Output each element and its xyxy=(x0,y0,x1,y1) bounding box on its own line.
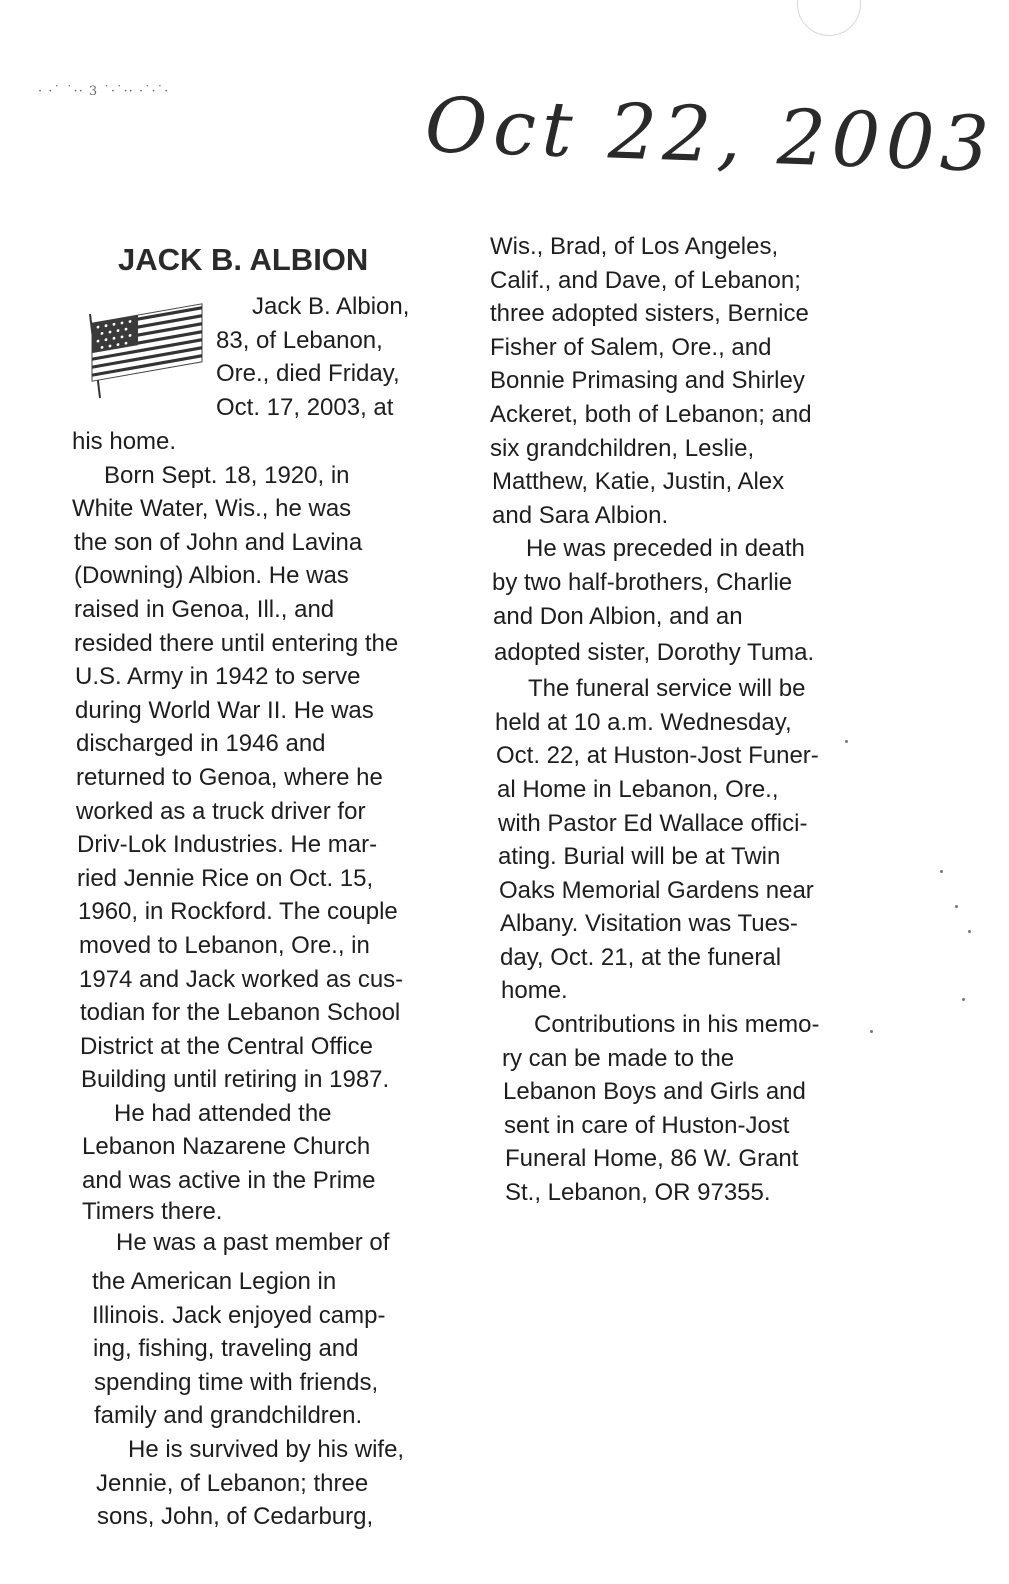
scan-speck xyxy=(962,998,965,1001)
text-line: raised in Genoa, Ill., and xyxy=(74,595,335,623)
left-column-upper xyxy=(72,425,403,1259)
obituary-headline: JACK B. ALBION xyxy=(118,242,369,277)
text-line: and Don Albion, and an xyxy=(493,602,743,630)
scan-speck xyxy=(940,870,943,873)
text-line: Lebanon Boys and Girls and xyxy=(503,1078,806,1106)
text-line: ried Jennie Rice on Oct. 15, xyxy=(77,864,374,892)
text-line: Wis., Brad, of Los Angeles, xyxy=(490,233,779,260)
text-line: Building until retiring in 1987. xyxy=(81,1066,390,1094)
scan-speck xyxy=(845,740,848,743)
text-line: spending time with friends, xyxy=(94,1368,379,1396)
text-line: He was preceded in death xyxy=(526,535,805,563)
text-line: with Pastor Ed Wallace offici- xyxy=(498,809,808,837)
text-line: and was active in the Prime xyxy=(82,1167,376,1195)
text-line: moved to Lebanon, Ore., in xyxy=(79,931,370,959)
text-line: 1960, in Rockford. The couple xyxy=(78,898,398,926)
text-line: Albany. Visitation was Tues- xyxy=(500,910,798,938)
text-line: Timers there. xyxy=(82,1197,223,1225)
scan-speck xyxy=(870,1030,873,1033)
text-line: Ackeret, both of Lebanon; and xyxy=(490,400,812,428)
text-line: Matthew, Katie, Justin, Alex xyxy=(492,468,785,496)
text-line: Jennie, of Lebanon; three xyxy=(96,1469,369,1497)
text-line: adopted sister, Dorothy Tuma. xyxy=(494,639,815,667)
text-line: Oct. 17, 2003, at xyxy=(216,393,394,421)
text-line: ing, fishing, traveling and xyxy=(93,1335,359,1363)
text-line: The funeral service will be xyxy=(528,675,806,703)
text-line: Funeral Home, 86 W. Grant xyxy=(505,1145,799,1173)
text-line: White Water, Wis., he was xyxy=(72,495,352,523)
text-line: Oct. 22, at Huston-Jost Funer- xyxy=(496,742,819,770)
text-line: ating. Burial will be at Twin xyxy=(498,843,781,871)
text-line: three adopted sisters, Bernice xyxy=(490,300,809,328)
text-line: sons, John, of Cedarburg, xyxy=(97,1503,374,1531)
text-line: Bonnie Primasing and Shirley xyxy=(490,367,805,395)
text-line: Fisher of Salem, Ore., and xyxy=(490,333,772,361)
text-line: worked as a truck driver for xyxy=(76,797,366,825)
text-line: todian for the Lebanon School xyxy=(80,999,401,1027)
text-line: 83, of Lebanon, xyxy=(216,326,383,354)
scan-speck xyxy=(955,905,958,908)
text-line: sent in care of Huston-Jost xyxy=(504,1111,790,1139)
page-header-fragment: · ·˙ ˙·· 3 ˙·˙·· ·˙·˙· xyxy=(38,84,170,99)
text-line: six grandchildren, Leslie, xyxy=(490,434,755,462)
text-line: during World War II. He was xyxy=(75,696,374,724)
text-line: Contributions in his memo- xyxy=(534,1011,820,1039)
lead-paragraph xyxy=(216,290,409,424)
text-line: family and grandchildren. xyxy=(94,1402,363,1430)
scan-corner-mark xyxy=(797,0,861,36)
text-line: He is survived by his wife, xyxy=(128,1435,405,1463)
right-column xyxy=(490,230,819,1210)
text-line: al Home in Lebanon, Ore., xyxy=(497,775,779,803)
text-line: Illinois. Jack enjoyed camp- xyxy=(92,1301,386,1329)
text-line: held at 10 a.m. Wednesday, xyxy=(495,708,792,736)
text-line: resided there until entering the xyxy=(74,629,399,657)
text-line: his home. xyxy=(72,428,177,455)
text-line: Lebanon Nazarene Church xyxy=(82,1133,371,1161)
text-line: St., Lebanon, OR 97355. xyxy=(505,1179,771,1207)
text-line: and Sara Albion. xyxy=(492,501,669,529)
handwritten-date: Oct 22, 2003 xyxy=(423,80,997,189)
text-line: Oaks Memorial Gardens near xyxy=(499,876,814,904)
text-line: Calif., and Dave, of Lebanon; xyxy=(490,266,801,294)
text-line: Driv-Lok Industries. He mar- xyxy=(77,831,378,859)
text-line: Born Sept. 18, 1920, in xyxy=(104,461,350,489)
text-line: (Downing) Albion. He was xyxy=(74,562,349,590)
text-line: by two half-brothers, Charlie xyxy=(492,568,793,596)
text-line: ry can be made to the xyxy=(502,1044,735,1072)
text-line: District at the Central Office xyxy=(80,1032,373,1060)
text-line: discharged in 1946 and xyxy=(76,730,326,758)
text-line: home. xyxy=(501,977,568,1005)
text-line: Ore., died Friday, xyxy=(216,360,400,388)
text-line: day, Oct. 21, at the funeral xyxy=(500,943,782,971)
text-line: the American Legion in xyxy=(92,1268,337,1295)
text-line: He was a past member of xyxy=(116,1228,390,1256)
left-column-lower xyxy=(92,1265,404,1534)
text-line: Jack B. Albion, xyxy=(252,293,410,320)
text-line: U.S. Army in 1942 to serve xyxy=(75,663,361,691)
scan-speck xyxy=(968,930,971,933)
text-line: 1974 and Jack worked as cus- xyxy=(79,965,404,993)
text-line: returned to Genoa, where he xyxy=(76,763,383,791)
text-line: He had attended the xyxy=(114,1099,332,1127)
american-flag-icon xyxy=(76,294,208,402)
text-line: the son of John and Lavina xyxy=(74,528,363,556)
